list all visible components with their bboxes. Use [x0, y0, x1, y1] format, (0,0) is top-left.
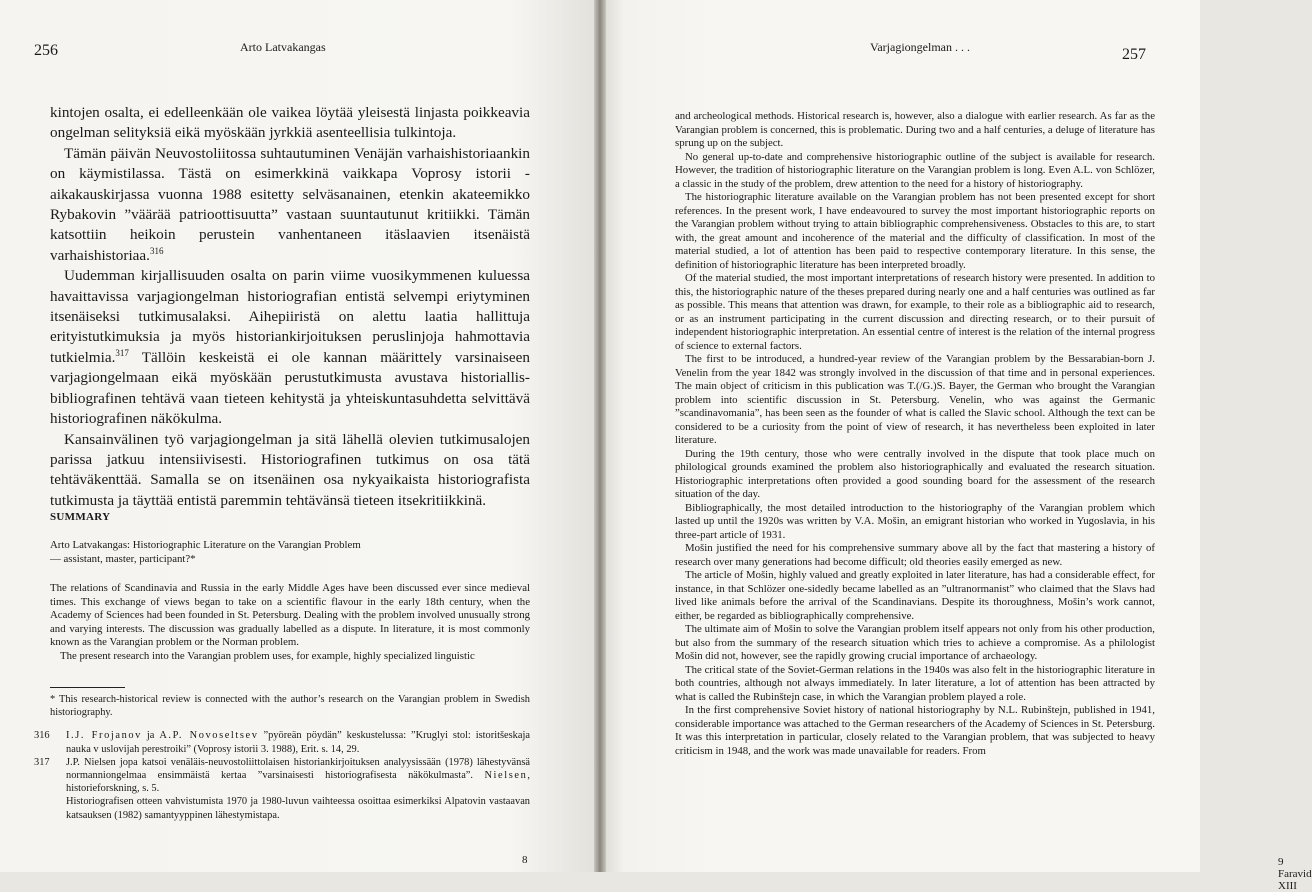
footnote-star: * This research-historical review is connected with the author’s research on the Varangian problem in Swedish historiography.: [50, 694, 530, 719]
paragraph: [50, 266, 530, 429]
paragraph: The historiographic literature available on the Varangian problem has not been presented except for short references. In the present work, I have endeavoured to survey the most important historiographic reports on the Varangian problem without trying to attain bibliographic comprehensiveness. Obstacles to this are, to start with, the great amount and incoherence of the material and the difficulty of classification. In most of the material studied, a lot of attention has been paid to respective contemporary literature. In this sense, the definition of historiographic literature has been interpreted broadly.: [675, 191, 1155, 271]
footnote-text: ja: [141, 730, 160, 742]
paragraph: In the first comprehensive Soviet history of national historiography by N.L. Rubinštejn, published in 1941, considerable importance was attached to the German researchers of the Academy of Sciences in St. Petersburg. It was this interpretation in particular, closely related to the Varangian problem, that was subjected to heavy criticism in 1948, and the work was made unavailable for readers. From: [675, 704, 1155, 757]
paragraph: and archeological methods. Historical research is, however, also a dialogue with earlier research. As far as the Varangian problem is concerned, this is problematic. During two and a half centuries, a deluge of literature has sprung up on the subject.: [675, 110, 1155, 149]
footnote-316: [34, 729, 530, 755]
footnote-author: I.J. Frojanov: [66, 730, 142, 742]
footnote-text: , historieforskning, s. 5.: [66, 770, 530, 795]
paragraph: The critical state of the Soviet-German relations in the 1940s was also felt in the historiographic literature in both countries, although not always immediately. In later literature, a lot of attention has been attracted by what is called the Rubinštejn case, in which the Varangian problem played a role.: [675, 663, 1155, 703]
paragraph: Bibliographically, the most detailed introduction to the historiography of the Varangian problem which lasted up until the 1920s was written by V.A. Mošin, an emigrant historian who worked in Yugoslavia, in his three-part article of 1931.: [675, 501, 1155, 541]
paragraph: [50, 144, 530, 266]
summary-section: [50, 511, 530, 663]
paragraph: Of the material studied, the most important interpretations of research history were presented. In addition to this, the historiographic nature of the theses prepared during nearly one and a half centuries was outlined as far as possible. This means that attention was drawn, for example, to their role as a bibliographic aid to research, or as an instrument participating in the current discussion and directing research, or to their pursuit of independent historiographic interpretation. An essential centre of interest is the relation of the internal progress of science to external factors.: [675, 272, 1155, 352]
paragraph: The first to be introduced, a hundred-year review of the Varangian problem by the Bessarabian-born J. Venelin from the year 1842 was strongly involved in the discussion of that time and in personal experiences. The main object of criticism in this publication was T.(/G.)S. Bayer, the German who brought the Varangian problem into scientific discussion in St. Petersburg. Venelin, who was against the Germanic ”scandinavomania”, has been seen as the founder of what is called the Slavic school. Although the text can be considered to be a curiosity from the point of view of research, it has nevertheless been exploited in later literature.: [675, 353, 1155, 446]
footnote-317-continued: Historiografisen otteen vahvistumista 1970 ja 1980-luvun vaihteessa osoittaa esimerkiksi Alpatovin vastaavan katsauksen (1982) samantyyppinen lähestymistapa.: [66, 796, 530, 821]
paragraph: Mošin justified the need for his comprehensive summary above all by the fact that mastering a history of research over many generations had become difficult; old theories easily emerged as new.: [675, 542, 1155, 568]
paragraph: No general up-to-date and comprehensive historiographic outline of the subject is available for research. However, the tradition of historiographic literature on the Varangian problem is long. Even A.L. von Schlözer, a classic in the study of the problem, drew attention to the need for a history of historiography.: [675, 150, 1155, 190]
right-body-text: [675, 110, 1155, 758]
footnote-317: [34, 756, 530, 796]
summary-subtitle-line: — assistant, master, participant?*: [50, 552, 196, 565]
summary-heading: SUMMARY: [50, 511, 111, 523]
paragraph: The ultimate aim of Mošin to solve the Varangian problem itself appears not only from his other production, but also from the summary of the research situation which tries to achieve a compromise. As a philologist Mošin did not, however, see the rapidly growing crucial importance of archaeology.: [675, 623, 1155, 662]
footnote-number: 317: [34, 756, 50, 768]
paragraph-text: Tämän päivän Neuvostoliitossa suhtautuminen Venäjän varhaishistoriaankin on käymistilassa. Tästä on esimerkkinä vaikkapa Voprosy istorii -aikakauskirjassa vuonna 1988 esitetty selväsanainen, etenkin akateemikko Rybakovin ”väärää patrioottisuutta” vastaan suuntautunut kritiikki. Tämän katsottiin heikoin perustein vanhentaneen itäslaavien itsenäistä varhaishistoriaa.: [50, 144, 530, 264]
paragraph: During the 19th century, those who were centrally involved in the dispute that took place much on philological grounds examined the problem also historiographically and evaluated the research situation. Historiographic interpretations often provided a good sounding board for the assessment of the research situation of the day.: [675, 447, 1155, 500]
page-number-right: 257: [1122, 46, 1146, 63]
footnote-text: ”pyöreän pöydän” keskustelussa: ”Kruglyi stol: istoritšeskaja nauka v uslovijah perestroiki” (Voprosy istorii 3. 1988), Erit. s. 14, 29.: [66, 730, 530, 755]
footnote-ref: 316: [149, 245, 164, 256]
footnote-ref: 317: [115, 347, 129, 358]
footnotes: [34, 693, 530, 822]
footnote-number: 316: [34, 730, 50, 742]
summary-paragraph: The present research into the Varangian problem uses, for example, highly specialized linguistic: [60, 649, 475, 662]
summary-paragraph: The relations of Scandinavia and Russia in the early Middle Ages have been discussed ever since medieval times. This exchange of views began to take on a scientific flavour in the early 18th century, when the Academy of Sciences had been founded in St. Petersburg. Dealing with the problem involved unusually strong and varying interests. The discussion was gradually labelled as a dispute. In literature, it is most commonly known as the Varangian problem or the Norman problem.: [50, 582, 530, 648]
left-body-text: [50, 103, 530, 511]
left-page: [0, 0, 600, 872]
book-gutter: [594, 0, 606, 872]
right-page: [600, 0, 1312, 892]
paragraph-text: Uudemman kirjallisuuden osalta on parin viime vuosikymmenen kuluessa havaittavissa varjagiongelman historiografian entistä selvempi eriytyminen itsenäiseksi tutkimusalaksi. Aihepiiristä on alettu laatia hallittuja erityistutkimuksia ja myös historiankirjoituksen peruslinjoja hahmottavia tutkielmia.: [50, 267, 530, 366]
paragraph: kintojen osalta, ei edelleenkään ole vaikea löytää yleisestä linjasta poikkeavia ongelman selityksiä eikä myöskään jyrkkiä asenteellisia tulkintoja.: [50, 104, 530, 142]
summary-subtitle: [50, 539, 530, 566]
footnote-rule: [50, 687, 125, 688]
paragraph: Kansainvälinen työ varjagiongelman ja sitä lähellä olevien tutkimusalojen parissa jatkuu intensiivisesti. Historiografinen tutkimus on osa tätä tehtäväkenttää. Samalla se on itsenäinen osa nykyaikaista historiografista tutkimusta ja täyttää entistä paremmin tehtävänsä tieteen itsekritiikkinä.: [50, 430, 530, 509]
summary-subtitle-line: Arto Latvakangas: Historiographic Literature on the Varangian Problem: [50, 539, 361, 551]
page-number-left: 256: [34, 42, 58, 59]
paragraph-text: Tällöin keskeistä ei ole kannan määrittely varsinaiseen varjagiongelmaan eikä myöskään perustutkimusta avustava historiallis-bibliografinen tehtävä vaan tieteen kehitystä ja yhteiskuntasuhdetta selvittävä historiografinen näkökulma.: [50, 348, 530, 428]
footnote-author: A.P. Novoseltsev: [159, 730, 259, 742]
footnote-author: Nielsen: [484, 770, 528, 782]
footer-signature-right: 9 Faravid XIII: [1278, 856, 1312, 892]
paragraph: The article of Mošin, highly valued and greatly exploited in later literature, has had a considerable effect, for instance, in that Schlözer one-sidedly became labelled as an ”ultranormanist” who claimed that the Slavs had lived like animals before the arrival of the Scandinavians. Despite its thoroughness, Mošin’s work cannot, either, be regarded as bibliographically comprehensive.: [675, 569, 1155, 622]
running-head-right: Varjagiongelman . . .: [870, 40, 970, 54]
footer-mark-left: 8: [522, 854, 528, 866]
footnote-text: J.P. Nielsen jopa katsoi venäläis-neuvostoliittolaisen historiankirjoituksen analyysissään (1978) lähestyvänsä normanniongelmaa ensimmäistä kertaa ”varsinaisesti historiografisesta näkökulmasta”.: [66, 756, 530, 782]
running-head-left: Arto Latvakangas: [240, 40, 326, 54]
